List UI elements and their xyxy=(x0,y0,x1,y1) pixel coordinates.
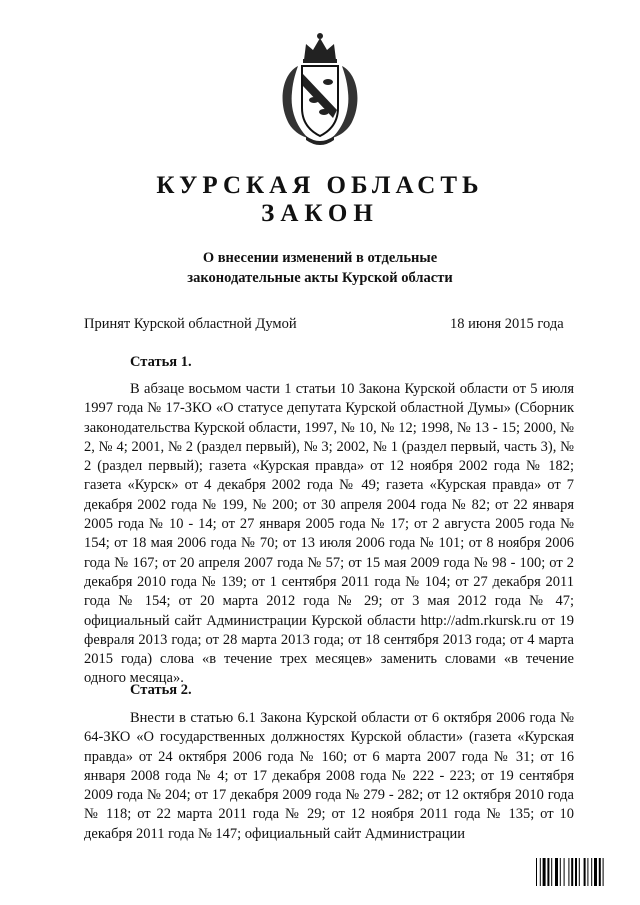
coat-of-arms-icon xyxy=(270,30,370,150)
document-type-title: ЗАКОН xyxy=(261,200,379,227)
region-title: КУРСКАЯ ОБЛАСТЬ xyxy=(156,172,484,199)
article-1-text: В абзаце восьмом части 1 статьи 10 Закона Курской области от 5 июля 1997 года № 17-ЗКО «О статусе депутата Курской областной Думы» (Сборник законодательства Курской области, 1997, № 10, № 12; 1998, № 13 - 15; 2000, № 2, № 4; 2001, № 2 (раздел первый), № 3; 2002, № 1 (раздел первый, часть 3), № 2 (раздел первый); газета «Курская правда» от 12 ноября 2002 года № 182; газета «Курск» от 4 декабря 2002 года № 49; газета «Курская правда» от 7 декабря 2002 года № 199, № 200; от 30 апреля 2004 года № 82; от 22 января 2005 года № 10 - 14; от 27 января 2005 года № 17; от 2 августа 2005 года № 154; от 18 мая 2006 года № 70; от 13 июля 2006 года № 101; от 8 ноября 2006 года № 167; от 20 апреля 2007 года № 57; от 15 мая 2009 года № 98 - 100; от 2 декабря 2010 года № 139; от 1 сентября 2011 года № 104; от 27 декабря 2011 года № 154; от 20 марта 2012 года № 29; от 3 мая 2012 года № 47; официальный сайт Администрации Курской области http://adm.rkursk.ru от 19 февраля 2013 года; от 28 марта 2013 года; от 18 сентября 2013 года; от 4 марта 2015 года) слова «в течение трех месяцев» заменить словами «в течение одного месяца». xyxy=(84,381,574,687)
adopted-by-text: Принят Курской областной Думой xyxy=(84,316,297,332)
article-2-heading: Статья 2. xyxy=(130,682,192,698)
article-2-text: Внести в статью 6.1 Закона Курской области от 6 октября 2006 года № 64-ЗКО «О государственных должностях Курской области» (газета «Курская правда» от 24 октября 2006 года № 160; от 6 марта 2007 года № 31; от 16 января 2008 года № 4; от 17 декабря 2008 года № 222 - 223; от 19 сентября 2009 года № 204; от 17 декабря 2009 года № 279 - 282; от 12 октября 2010 года № 118; от 22 марта 2011 года № 29; от 12 ноября 2011 года № 135; от 10 декабря 2011 года № 147; официальный сайт Администрации xyxy=(84,710,574,842)
law-subtitle-line-1: О внесении изменений в отдельные xyxy=(202,250,438,266)
adoption-date: 18 июня 2015 года xyxy=(450,316,564,332)
barcode-icon xyxy=(536,858,622,886)
law-subtitle-line-2: законодательные акты Курской области xyxy=(187,270,453,286)
article-1-heading: Статья 1. xyxy=(130,354,192,370)
